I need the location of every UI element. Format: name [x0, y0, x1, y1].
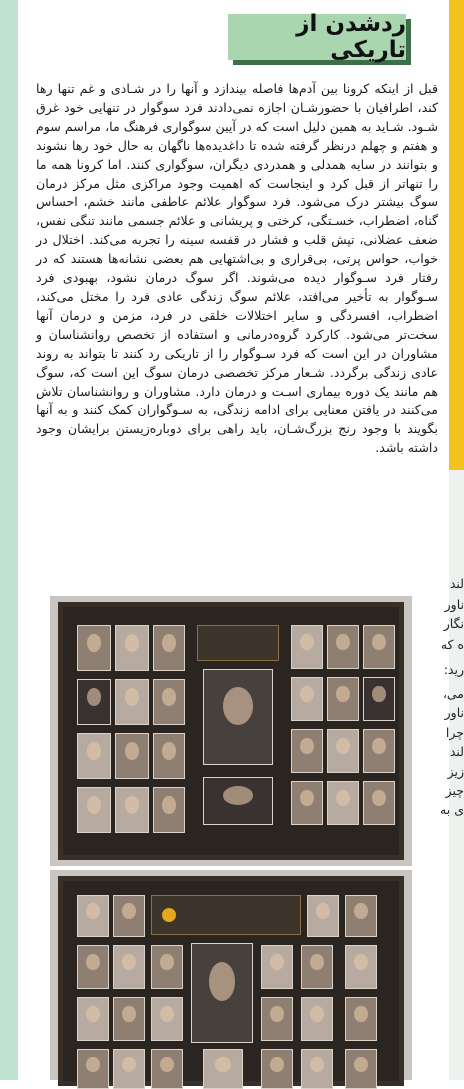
fragment-line: ناور [444, 705, 464, 720]
memorial-photo [77, 625, 111, 671]
memorial-photo [363, 625, 395, 669]
memorial-photo [153, 787, 185, 833]
right-yellow-strip [449, 0, 464, 470]
fragment-line: نگار [443, 616, 464, 631]
memorial-photo [115, 679, 149, 725]
memorial-photo-large [191, 943, 253, 1043]
memorial-photo [307, 895, 339, 937]
sunflower-icon [162, 908, 176, 922]
memorial-photo [345, 997, 377, 1041]
memorial-photo [115, 733, 149, 779]
memorial-photo [203, 1049, 243, 1089]
board-frame [58, 876, 404, 1086]
memorial-photo [113, 895, 145, 937]
memorial-photo [301, 997, 333, 1041]
memorial-photo [291, 781, 323, 825]
memorial-photo [115, 787, 149, 833]
memorial-photo [77, 895, 109, 937]
memorial-photo [301, 1049, 333, 1089]
fragment-line: لند [449, 744, 464, 759]
memorial-photo [77, 733, 111, 779]
memorial-photo [151, 997, 183, 1041]
article-title-box [228, 11, 406, 63]
memorial-photo [113, 945, 145, 989]
memorial-photo [291, 625, 323, 669]
left-color-strip [0, 0, 18, 1080]
memorial-photo [261, 1049, 293, 1089]
memorial-photo [345, 945, 377, 989]
memorial-photo [363, 677, 395, 721]
fragment-line: می، [442, 686, 464, 701]
memorial-photo [327, 781, 359, 825]
article-body: قبل از اینکه کرونا بین آدم‌ها فاصله بیندازد و آنها را در شـادی و غم تنها رها کند، اطرافیان با حضورشـان اجازه نمی‌دادند فرد سوگوار در تنهایی خود غرق شـود. شـاید به همین دلیل است که در آیین سوگواری فرهنگ ما، مراسم سوم و هفتم و چهلم درنظر گرفته شده تا داغدیده‌ها ناگهان به حال خود رها نشوند و بتوانند در سایه همدلی و همدردی دیگران، سوگواری کنند. اما کرونا همه ما را تنهاتر از قبل کرد و اینجاست که اهمیت وجود مراکزی مثل مرکز درمان سوگ بیشتر درک می‌شود. فرد سوگوار علائم عاطفی مانند خشم، احساس گناه، اضطراب، خسـتگی، کرختی و پریشانی و علائم جسمی مانند تنگی نفس، ضعف عضلانی، تپش قلب و فشار در قفسه سینه را تجربه می‌کند. اختلال در خواب، حواس پرتی، بی‌قراری و بی‌اشتهایی هم بعضی نشانه‌ها هستند که در رفتار فرد سـوگوار دیده می‌شوند. اگر سوگ درمان نشود، بهبودی فرد سـوگوار به تأخیر می‌افتد، علائم سوگ زندگی عادی فرد را مختل می‌کند، اضطراب، افسردگی و سایر اختلالات خلقی در فرد، مزمن و درمان آنها سخت‌تر می‌شود. کارکرد گروه‌درمانی و استفاده از تخصص روانشناسان و مشاوران در این است که فرد سـوگوار را از تاریکی رد کنند تا بتواند به روند عادی زندگی برگردد. شـعار مرکز تخصصی درمان سوگ این است که، سوگ هم مانند یک دوره بیماری اسـت و درمان دارد. مشاوران و روانشناسان تلاش می‌کنند در یافتن معنایی برای ادامه زندگی، به سـوگواران کمک کنند و به آنها بگویند با وجود رنج بزرگ‌شـان، باید راهی برای دوباره‌زیستن برایشان وجود داشته باشد. [36, 81, 438, 456]
fragment-line: لند [449, 576, 464, 591]
memorial-photo [345, 895, 377, 937]
memorial-photo [77, 1049, 109, 1089]
fragment-line: زیز [447, 764, 464, 779]
memorial-photo [77, 997, 109, 1041]
memorial-photo [153, 679, 185, 725]
memorial-photo [291, 729, 323, 773]
memorial-photo [363, 729, 395, 773]
board-frame [58, 602, 404, 860]
memorial-photo [345, 1049, 377, 1089]
fragment-line: رید: [443, 662, 464, 677]
memorial-photo [261, 945, 293, 989]
memorial-photo [203, 777, 273, 825]
memorial-photo [151, 945, 183, 989]
memorial-photo [77, 945, 109, 989]
board-banner [197, 625, 279, 661]
memorial-photo [77, 679, 111, 725]
fragment-line: چرا [445, 725, 464, 740]
fragment-line: چیز [445, 783, 464, 798]
memorial-photo [327, 677, 359, 721]
memorial-photo [261, 997, 293, 1041]
memorial-photo [327, 625, 359, 669]
memorial-photo [153, 625, 185, 671]
memorial-photo-board-bottom [50, 870, 412, 1080]
board-banner [151, 895, 301, 935]
memorial-photo [77, 787, 111, 833]
memorial-photo [327, 729, 359, 773]
memorial-photo [291, 677, 323, 721]
memorial-photo [301, 945, 333, 989]
memorial-photo [113, 1049, 145, 1089]
memorial-photo [113, 997, 145, 1041]
fragment-line: ه که [440, 637, 464, 652]
fragment-line: ی به [440, 802, 464, 817]
adjacent-column-fragments [440, 570, 464, 820]
memorial-photo [363, 781, 395, 825]
memorial-photo-large [203, 669, 273, 765]
article-title: ردشدن از تاریکی [296, 11, 406, 63]
memorial-photo [151, 1049, 183, 1089]
memorial-photo [115, 625, 149, 671]
memorial-photo-board-top [50, 596, 412, 866]
memorial-photo [153, 733, 185, 779]
fragment-line: ناور [444, 597, 464, 612]
